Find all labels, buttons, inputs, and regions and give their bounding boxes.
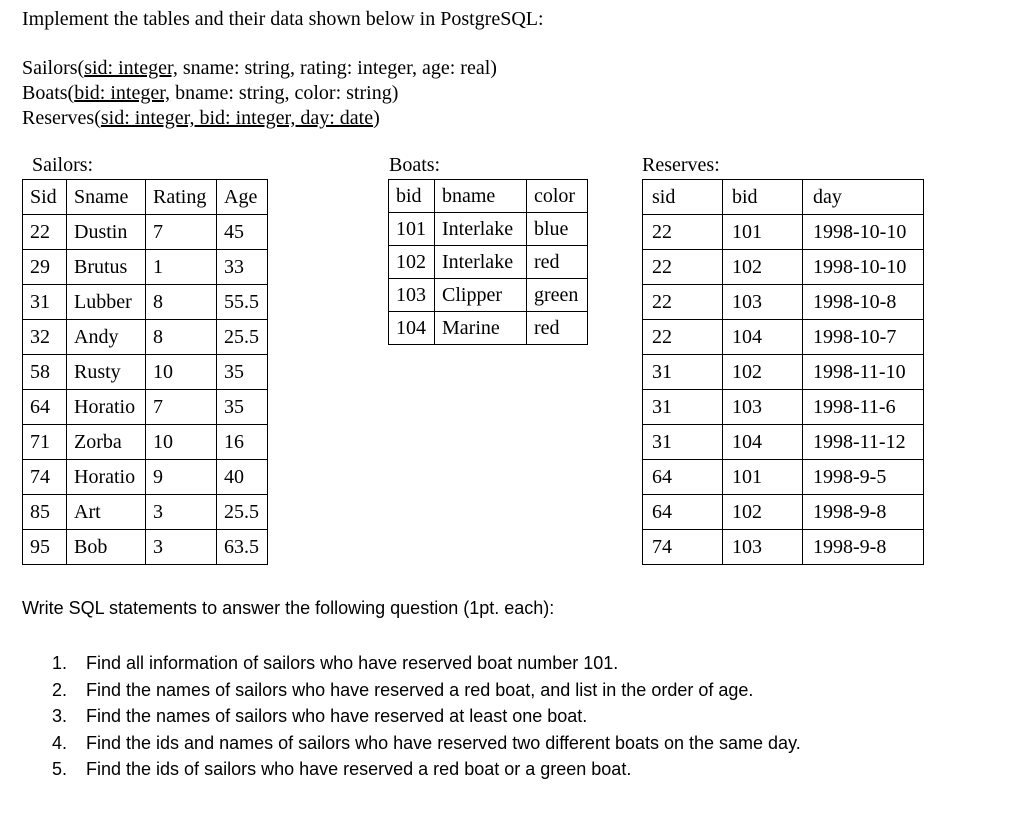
table-row (23, 390, 268, 425)
reserves-cell: 102 (723, 355, 803, 390)
sailors-cell: 29 (23, 250, 67, 285)
reserves-cell: 1998-9-8 (803, 530, 924, 565)
boats-cell: red (527, 312, 588, 345)
boats-cell: blue (527, 213, 588, 246)
boats-cell: Interlake (435, 213, 527, 246)
table-row (389, 246, 588, 279)
schema-key: sid: integer, (84, 57, 178, 79)
table-row (23, 250, 268, 285)
boats-cell: 103 (389, 279, 435, 312)
reserves-cell: 101 (723, 215, 803, 250)
boats-cell: Interlake (435, 246, 527, 279)
reserves-cell: 1998-10-10 (803, 215, 924, 250)
sailors-cell: 64 (23, 390, 67, 425)
sailors-cell: Andy (67, 320, 146, 355)
sailors-cell: 25.5 (217, 495, 268, 530)
table-row (23, 285, 268, 320)
intro-text: Implement the tables and their data shown below in PostgreSQL: (22, 8, 544, 30)
question-number: 3. (52, 706, 68, 726)
sailors-header-cell: Rating (146, 180, 217, 215)
sailors-table (22, 179, 268, 565)
sailors-cell: Horatio (67, 460, 146, 495)
sailors-cell: 95 (23, 530, 67, 565)
question-prompt: Write SQL statements to answer the following question (1pt. each): (22, 598, 555, 618)
list-item (52, 650, 801, 677)
boats-cell: Clipper (435, 279, 527, 312)
question-number: 5. (52, 759, 68, 779)
reserves-header-cell: day (803, 180, 924, 215)
sailors-cell: 63.5 (217, 530, 268, 565)
reserves-table (642, 179, 924, 565)
table-row (643, 530, 924, 565)
question-number: 1. (52, 653, 68, 673)
question-text: Find the names of sailors who have reserved at least one boat. (86, 706, 588, 726)
sailors-cell: 16 (217, 425, 268, 460)
table-row (389, 279, 588, 312)
sailors-header-cell: Age (217, 180, 268, 215)
question-number: 4. (52, 732, 68, 753)
sailors-cell: 8 (146, 320, 217, 355)
sailors-cell: 32 (23, 320, 67, 355)
table-row (643, 390, 924, 425)
question-text: Find the names of sailors who have reserved a red boat, and list in the order of age. (86, 679, 754, 700)
table-row (643, 355, 924, 390)
table-row (23, 425, 268, 460)
schema-boats (22, 81, 497, 106)
table-row (23, 530, 268, 565)
boats-cell: 101 (389, 213, 435, 246)
reserves-table-label: Reserves: (642, 154, 720, 176)
reserves-cell: 74 (643, 530, 723, 565)
schema-fields: bname: string, color: string) (170, 82, 399, 104)
sailors-cell: 25.5 (217, 320, 268, 355)
schema-key: bid: integer, (74, 82, 171, 104)
sailors-cell: 31 (23, 285, 67, 320)
schema-fields: ) (373, 107, 380, 129)
reserves-cell: 31 (643, 390, 723, 425)
schema-definitions (22, 56, 497, 131)
sailors-cell: 8 (146, 285, 217, 320)
reserves-cell: 1998-9-8 (803, 495, 924, 530)
table-row (389, 312, 588, 345)
boats-table-label: Boats: (389, 154, 441, 176)
reserves-cell: 31 (643, 425, 723, 460)
reserves-cell: 1998-10-8 (803, 285, 924, 320)
sailors-cell: 10 (146, 425, 217, 460)
sailors-cell: 35 (217, 355, 268, 390)
reserves-cell: 103 (723, 530, 803, 565)
schema-table-name: Boats( (22, 82, 75, 104)
boats-cell: 102 (389, 246, 435, 279)
table-row (643, 215, 924, 250)
sailors-cell: 58 (23, 355, 67, 390)
reserves-cell: 102 (723, 495, 803, 530)
table-row (389, 213, 588, 246)
sailors-cell: 22 (23, 215, 67, 250)
sailors-cell: 45 (217, 215, 268, 250)
table-row (643, 285, 924, 320)
reserves-cell: 1998-10-10 (803, 250, 924, 285)
sailors-cell: 55.5 (217, 285, 268, 320)
table-row (643, 320, 924, 355)
list-item (52, 730, 801, 757)
list-item (52, 677, 801, 704)
sailors-cell: Rusty (67, 355, 146, 390)
schema-sailors (22, 56, 497, 81)
reserves-cell: 22 (643, 285, 723, 320)
boats-table (388, 179, 588, 345)
reserves-cell: 1998-11-12 (803, 425, 924, 460)
reserves-cell: 103 (723, 285, 803, 320)
sailors-cell: 1 (146, 250, 217, 285)
sailors-header-cell: Sid (23, 180, 67, 215)
sailors-cell: Bob (67, 530, 146, 565)
reserves-cell: 64 (643, 460, 723, 495)
sailors-cell: 10 (146, 355, 217, 390)
sailors-cell: 3 (146, 495, 217, 530)
question-list (52, 650, 801, 783)
reserves-cell: 22 (643, 250, 723, 285)
schema-reserves (22, 106, 497, 131)
reserves-cell: 102 (723, 250, 803, 285)
sailors-cell: 33 (217, 250, 268, 285)
table-row (23, 460, 268, 495)
sailors-cell: 71 (23, 425, 67, 460)
reserves-cell: 104 (723, 320, 803, 355)
sailors-cell: 7 (146, 215, 217, 250)
sailors-cell: Dustin (67, 215, 146, 250)
table-row (23, 355, 268, 390)
boats-header-cell: color (527, 180, 588, 213)
sailors-cell: Brutus (67, 250, 146, 285)
reserves-header-cell: bid (723, 180, 803, 215)
table-row (23, 320, 268, 355)
boats-header-cell: bid (389, 180, 435, 213)
table-row (643, 495, 924, 530)
sailors-cell: Art (67, 495, 146, 530)
sailors-header-row (23, 180, 268, 215)
reserves-cell: 1998-11-10 (803, 355, 924, 390)
sailors-cell: 74 (23, 460, 67, 495)
sailors-cell: 85 (23, 495, 67, 530)
table-row (23, 495, 268, 530)
schema-fields: sname: string, rating: integer, age: real) (177, 57, 497, 79)
sailors-cell: 9 (146, 460, 217, 495)
reserves-cell: 1998-10-7 (803, 320, 924, 355)
sailors-cell: 3 (146, 530, 217, 565)
question-text: Find the ids and names of sailors who have reserved two different boats on the same day. (86, 732, 801, 753)
reserves-cell: 22 (643, 215, 723, 250)
schema-key: sid: integer, bid: integer, day: date (100, 107, 374, 129)
table-row (643, 460, 924, 495)
boats-cell: Marine (435, 312, 527, 345)
reserves-header-cell: sid (643, 180, 723, 215)
reserves-cell: 101 (723, 460, 803, 495)
reserves-cell: 31 (643, 355, 723, 390)
reserves-cell: 1998-9-5 (803, 460, 924, 495)
reserves-cell: 1998-11-6 (803, 390, 924, 425)
table-row (643, 250, 924, 285)
question-text: Find all information of sailors who have reserved boat number 101. (86, 653, 619, 673)
sailors-cell: Horatio (67, 390, 146, 425)
sailors-cell: 7 (146, 390, 217, 425)
boats-header-row (389, 180, 588, 213)
boats-header-cell: bname (435, 180, 527, 213)
list-item (52, 703, 801, 730)
reserves-header-row (643, 180, 924, 215)
question-text: Find the ids of sailors who have reserved a red boat or a green boat. (86, 759, 632, 779)
sailors-cell: 35 (217, 390, 268, 425)
table-row (643, 425, 924, 460)
sailors-header-cell: Sname (67, 180, 146, 215)
schema-table-name: Sailors( (22, 57, 85, 79)
sailors-cell: 40 (217, 460, 268, 495)
list-item (52, 756, 801, 783)
sailors-table-label: Sailors: (32, 154, 94, 176)
schema-table-name: Reserves( (22, 107, 101, 129)
boats-cell: red (527, 246, 588, 279)
boats-cell: 104 (389, 312, 435, 345)
reserves-cell: 64 (643, 495, 723, 530)
reserves-cell: 22 (643, 320, 723, 355)
question-number: 2. (52, 679, 68, 700)
reserves-cell: 103 (723, 390, 803, 425)
reserves-cell: 104 (723, 425, 803, 460)
sailors-cell: Lubber (67, 285, 146, 320)
table-row (23, 215, 268, 250)
boats-cell: green (527, 279, 588, 312)
sailors-cell: Zorba (67, 425, 146, 460)
